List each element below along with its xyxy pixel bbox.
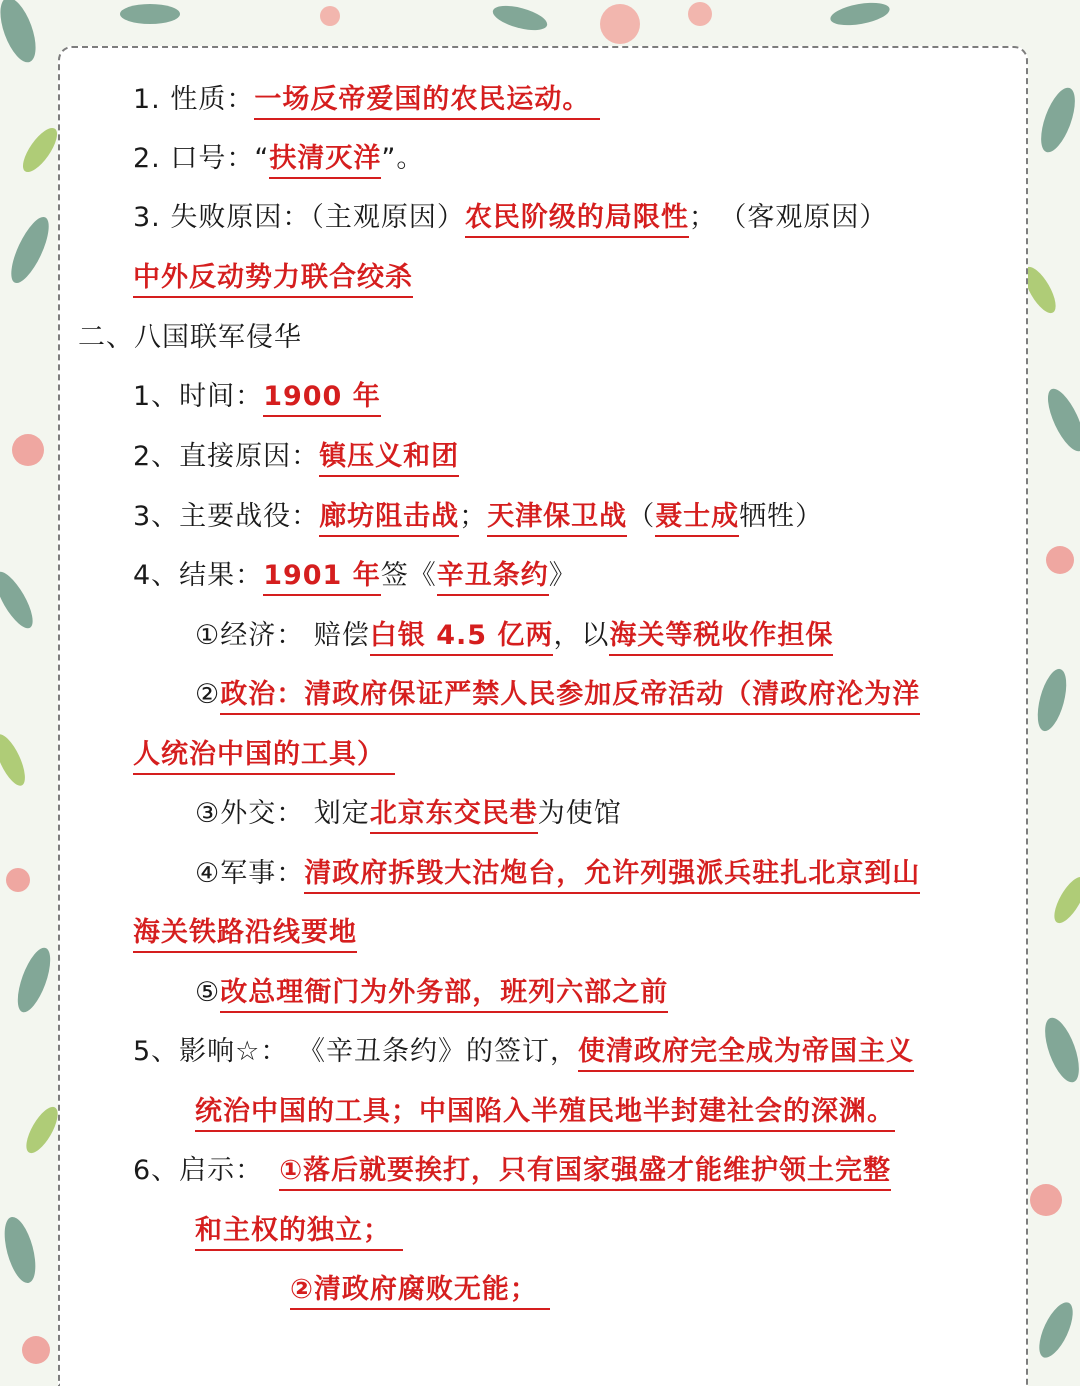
military-label: ④军事：: [195, 858, 305, 889]
admin-answer: 改总理衙门为外务部，班列六部之前: [220, 977, 668, 1013]
hero-tail: 牺牲）: [739, 501, 824, 532]
impact-row: [133, 1032, 914, 1072]
treaty-close: 》: [548, 560, 577, 591]
objective-row: [133, 258, 413, 298]
economic-row: [195, 616, 833, 656]
impact-label: 5、影响☆： 《辛丑条约》的签订，: [133, 1036, 578, 1067]
cause-answer: 镇压义和团: [319, 441, 459, 477]
battles-row: [133, 497, 823, 537]
paren-open: （: [627, 501, 656, 532]
battles-separator: ；: [459, 501, 488, 532]
customs-guarantee: 海关等税收作担保: [609, 620, 833, 656]
battles-label: 3、主要战役：: [133, 501, 320, 532]
result-row: [133, 556, 577, 596]
economic-mid: ，以: [553, 620, 610, 651]
time-answer: 1900 年: [263, 381, 381, 417]
political-answer-line2: 人统治中国的工具）: [133, 739, 395, 775]
cause-row: [133, 437, 459, 477]
military-row-cont: [133, 913, 357, 953]
subjective-label: （主观原因）: [310, 202, 465, 233]
lesson-label: 6、启示：: [133, 1155, 264, 1186]
slogan-answer: 扶清灭洋: [269, 143, 381, 179]
lesson2-row: [290, 1270, 550, 1310]
battle-langfang: 廊坊阻击战: [319, 501, 459, 537]
failure-separator: ；: [688, 202, 717, 233]
failure-row: [133, 198, 887, 238]
admin-row: [195, 973, 668, 1013]
silver-indemnity: 白银 4.5 亿两: [370, 620, 554, 656]
political-row-cont: [133, 735, 395, 775]
battle-tianjin: 天津保卫战: [487, 501, 627, 537]
objective-label: （客观原因）: [732, 202, 888, 233]
impact-row-cont: [195, 1092, 895, 1132]
military-answer-line2: 海关铁路沿线要地: [133, 917, 357, 953]
section-heading: 二、八国联军侵华: [78, 322, 302, 353]
cause-label: 2、直接原因：: [133, 441, 320, 472]
slogan-row: [133, 139, 424, 179]
diplomatic-label: ③外交： 划定: [195, 798, 370, 829]
slogan-quote-open: “: [254, 143, 270, 174]
admin-marker: ⑤: [195, 977, 221, 1008]
impact-answer-line1: 使清政府完全成为帝国主义: [578, 1036, 914, 1072]
treaty-open: 《: [408, 560, 437, 591]
political-marker: ②: [195, 679, 221, 710]
result-year: 1901 年: [263, 560, 381, 596]
time-label: 1、时间：: [133, 381, 264, 412]
political-row: [195, 675, 920, 715]
diplomatic-tail: 为使馆: [537, 798, 622, 829]
economic-label: ①经济： 赔偿: [195, 620, 370, 651]
slogan-label: 2. 口号：: [133, 143, 255, 174]
nature-row: [133, 80, 600, 120]
treaty-name: 辛丑条约: [437, 560, 549, 596]
lesson2-answer: ②清政府腐败无能；: [290, 1274, 550, 1310]
military-row: [195, 854, 920, 894]
impact-answer-line2: 统治中国的工具；中国陷入半殖民地半封建社会的深渊。: [195, 1096, 895, 1132]
diplomatic-row: [195, 794, 622, 834]
objective-answer: 中外反动势力联合绞杀: [133, 262, 413, 298]
lesson-row-cont: [195, 1211, 403, 1251]
failure-label: 3. 失败原因：: [133, 202, 311, 233]
political-answer-line1: 政治：清政府保证严禁人民参加反帝活动（清政府沦为洋: [220, 679, 920, 715]
legation-quarter: 北京东交民巷: [370, 798, 538, 834]
time-row: [133, 377, 381, 417]
military-answer-line1: 清政府拆毁大沽炮台，允许列强派兵驻扎北京到山: [304, 858, 920, 894]
result-sign: 签: [380, 560, 409, 591]
subjective-answer: 农民阶级的局限性: [465, 202, 689, 238]
lesson1-line2: 和主权的独立；: [195, 1215, 403, 1251]
slogan-quote-close: ”。: [381, 143, 425, 174]
result-label: 4、结果：: [133, 560, 264, 591]
hero-name: 聂士成: [655, 501, 739, 537]
nature-label: 1. 性质：: [133, 84, 255, 115]
lesson-row: [133, 1151, 891, 1191]
lesson1-line1: ①落后就要挨打，只有国家强盛才能维护领土完整: [279, 1155, 891, 1191]
nature-answer: 一场反帝爱国的农民运动。: [254, 84, 600, 120]
